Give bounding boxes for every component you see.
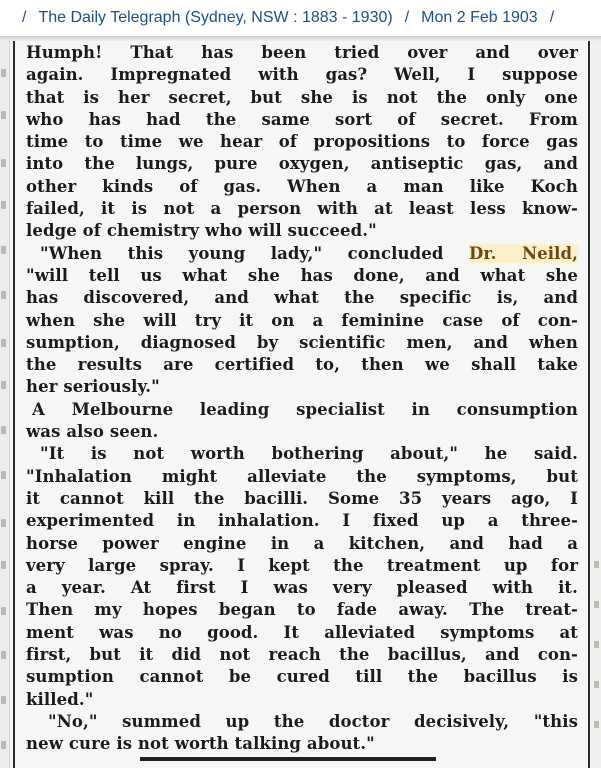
breadcrumb-separator: / (22, 9, 27, 26)
article-line: ledge of chemistry who will succeed." (26, 221, 377, 241)
article-line: who has had the same sort of secret. From (26, 109, 578, 129)
article-line: again. Impregnated with gas? Well, I suppose (26, 65, 578, 85)
article-line: the results are certified to, then we shall take (26, 355, 578, 375)
article-line: "It is not worth bothering about," he said. (40, 444, 578, 464)
article-end-rule (140, 757, 436, 761)
article-line: first, but it did not reach the bacillus, and con- (26, 645, 578, 665)
adjacent-column-edge-left (0, 41, 10, 768)
article-line: experimented in inhalation. I fixed up a three- (26, 511, 578, 531)
column-rule-right (588, 41, 590, 768)
adjacent-text-fragment (1, 741, 6, 749)
adjacent-text-fragment (594, 561, 599, 568)
article-line: sumption, diagnosed by scientific men, and when (26, 332, 578, 352)
adjacent-text-fragment (1, 471, 6, 479)
article-line: it cannot kill the bacilli. Some 35 years ago, I (26, 488, 578, 508)
article-line-part: "When this young lady," concluded (40, 243, 444, 263)
adjacent-text-fragment (594, 681, 599, 688)
adjacent-text-fragment (1, 339, 6, 347)
article-line: "will tell us what she has done, and what she (26, 265, 578, 285)
article-line: her seriously." (26, 377, 160, 397)
article-line: "Inhalation might alleviate the symptoms, but (26, 466, 578, 486)
adjacent-column-edge-right (591, 41, 601, 768)
adjacent-text-fragment (1, 381, 6, 389)
article-line: when she will try it on a feminine case of con- (26, 310, 578, 330)
article-line: A Melbourne leading specialist in consumption (32, 399, 578, 419)
adjacent-text-fragment (1, 201, 6, 209)
article-line: killed." (26, 689, 94, 709)
article-line: Humph! That has been tried over and over (26, 43, 578, 62)
adjacent-text-fragment (1, 246, 6, 254)
article-line: that is her secret, but she is not the only one (26, 87, 578, 107)
newspaper-scan (0, 41, 601, 768)
article-line: other kinds of gas. When a man like Koch (26, 176, 578, 196)
adjacent-text-fragment (1, 291, 6, 299)
article-line: very large spray. I kept the treatment up for (26, 555, 578, 575)
adjacent-text-fragment (1, 561, 6, 569)
adjacent-text-fragment (1, 69, 6, 77)
article-line: ment was no good. It alleviated symptoms at (26, 622, 578, 642)
article-text (26, 42, 578, 756)
highlighted-name[interactable]: Dr. Neild, (468, 243, 578, 263)
article-line: Then my hopes began to fade away. The treat- (26, 600, 578, 620)
article-line: failed, it is not a person with at least less know- (26, 199, 578, 219)
adjacent-text-fragment (1, 651, 6, 659)
article-line: "No," summed up the doctor decisively, "this (48, 711, 578, 731)
article-line: horse power engine in a kitchen, and had a (26, 533, 578, 553)
article-line: has discovered, and what the specific is, and (26, 288, 578, 308)
article-line-with-name (26, 243, 578, 265)
adjacent-text-fragment (1, 607, 6, 615)
breadcrumb (0, 0, 601, 36)
breadcrumb-source-link[interactable]: The Daily Telegraph (Sydney, NSW : 1883 - 1930) (38, 9, 393, 26)
column-rule-left (13, 41, 15, 768)
article-line: time to time we hear of propositions to force gas (26, 132, 578, 152)
article-line: new cure is not worth talking about." (26, 734, 375, 754)
article-line: into the lungs, pure oxygen, antiseptic gas, and (26, 154, 578, 174)
article-line: a year. At first I was very pleased with it. (26, 578, 578, 598)
article-line: sumption cannot be cured till the bacillus is (26, 667, 578, 687)
adjacent-text-fragment (1, 696, 6, 704)
adjacent-text-fragment (594, 601, 599, 608)
adjacent-text-fragment (1, 519, 6, 527)
adjacent-text-fragment (594, 641, 599, 648)
adjacent-text-fragment (1, 426, 6, 434)
breadcrumb-separator: / (404, 9, 410, 26)
breadcrumb-date-link[interactable]: Mon 2 Feb 1903 (421, 9, 538, 26)
article-line: was also seen. (26, 422, 159, 442)
adjacent-text-fragment (594, 721, 599, 728)
adjacent-text-fragment (1, 159, 6, 167)
adjacent-text-fragment (1, 111, 6, 119)
breadcrumb-separator: / (549, 9, 555, 26)
